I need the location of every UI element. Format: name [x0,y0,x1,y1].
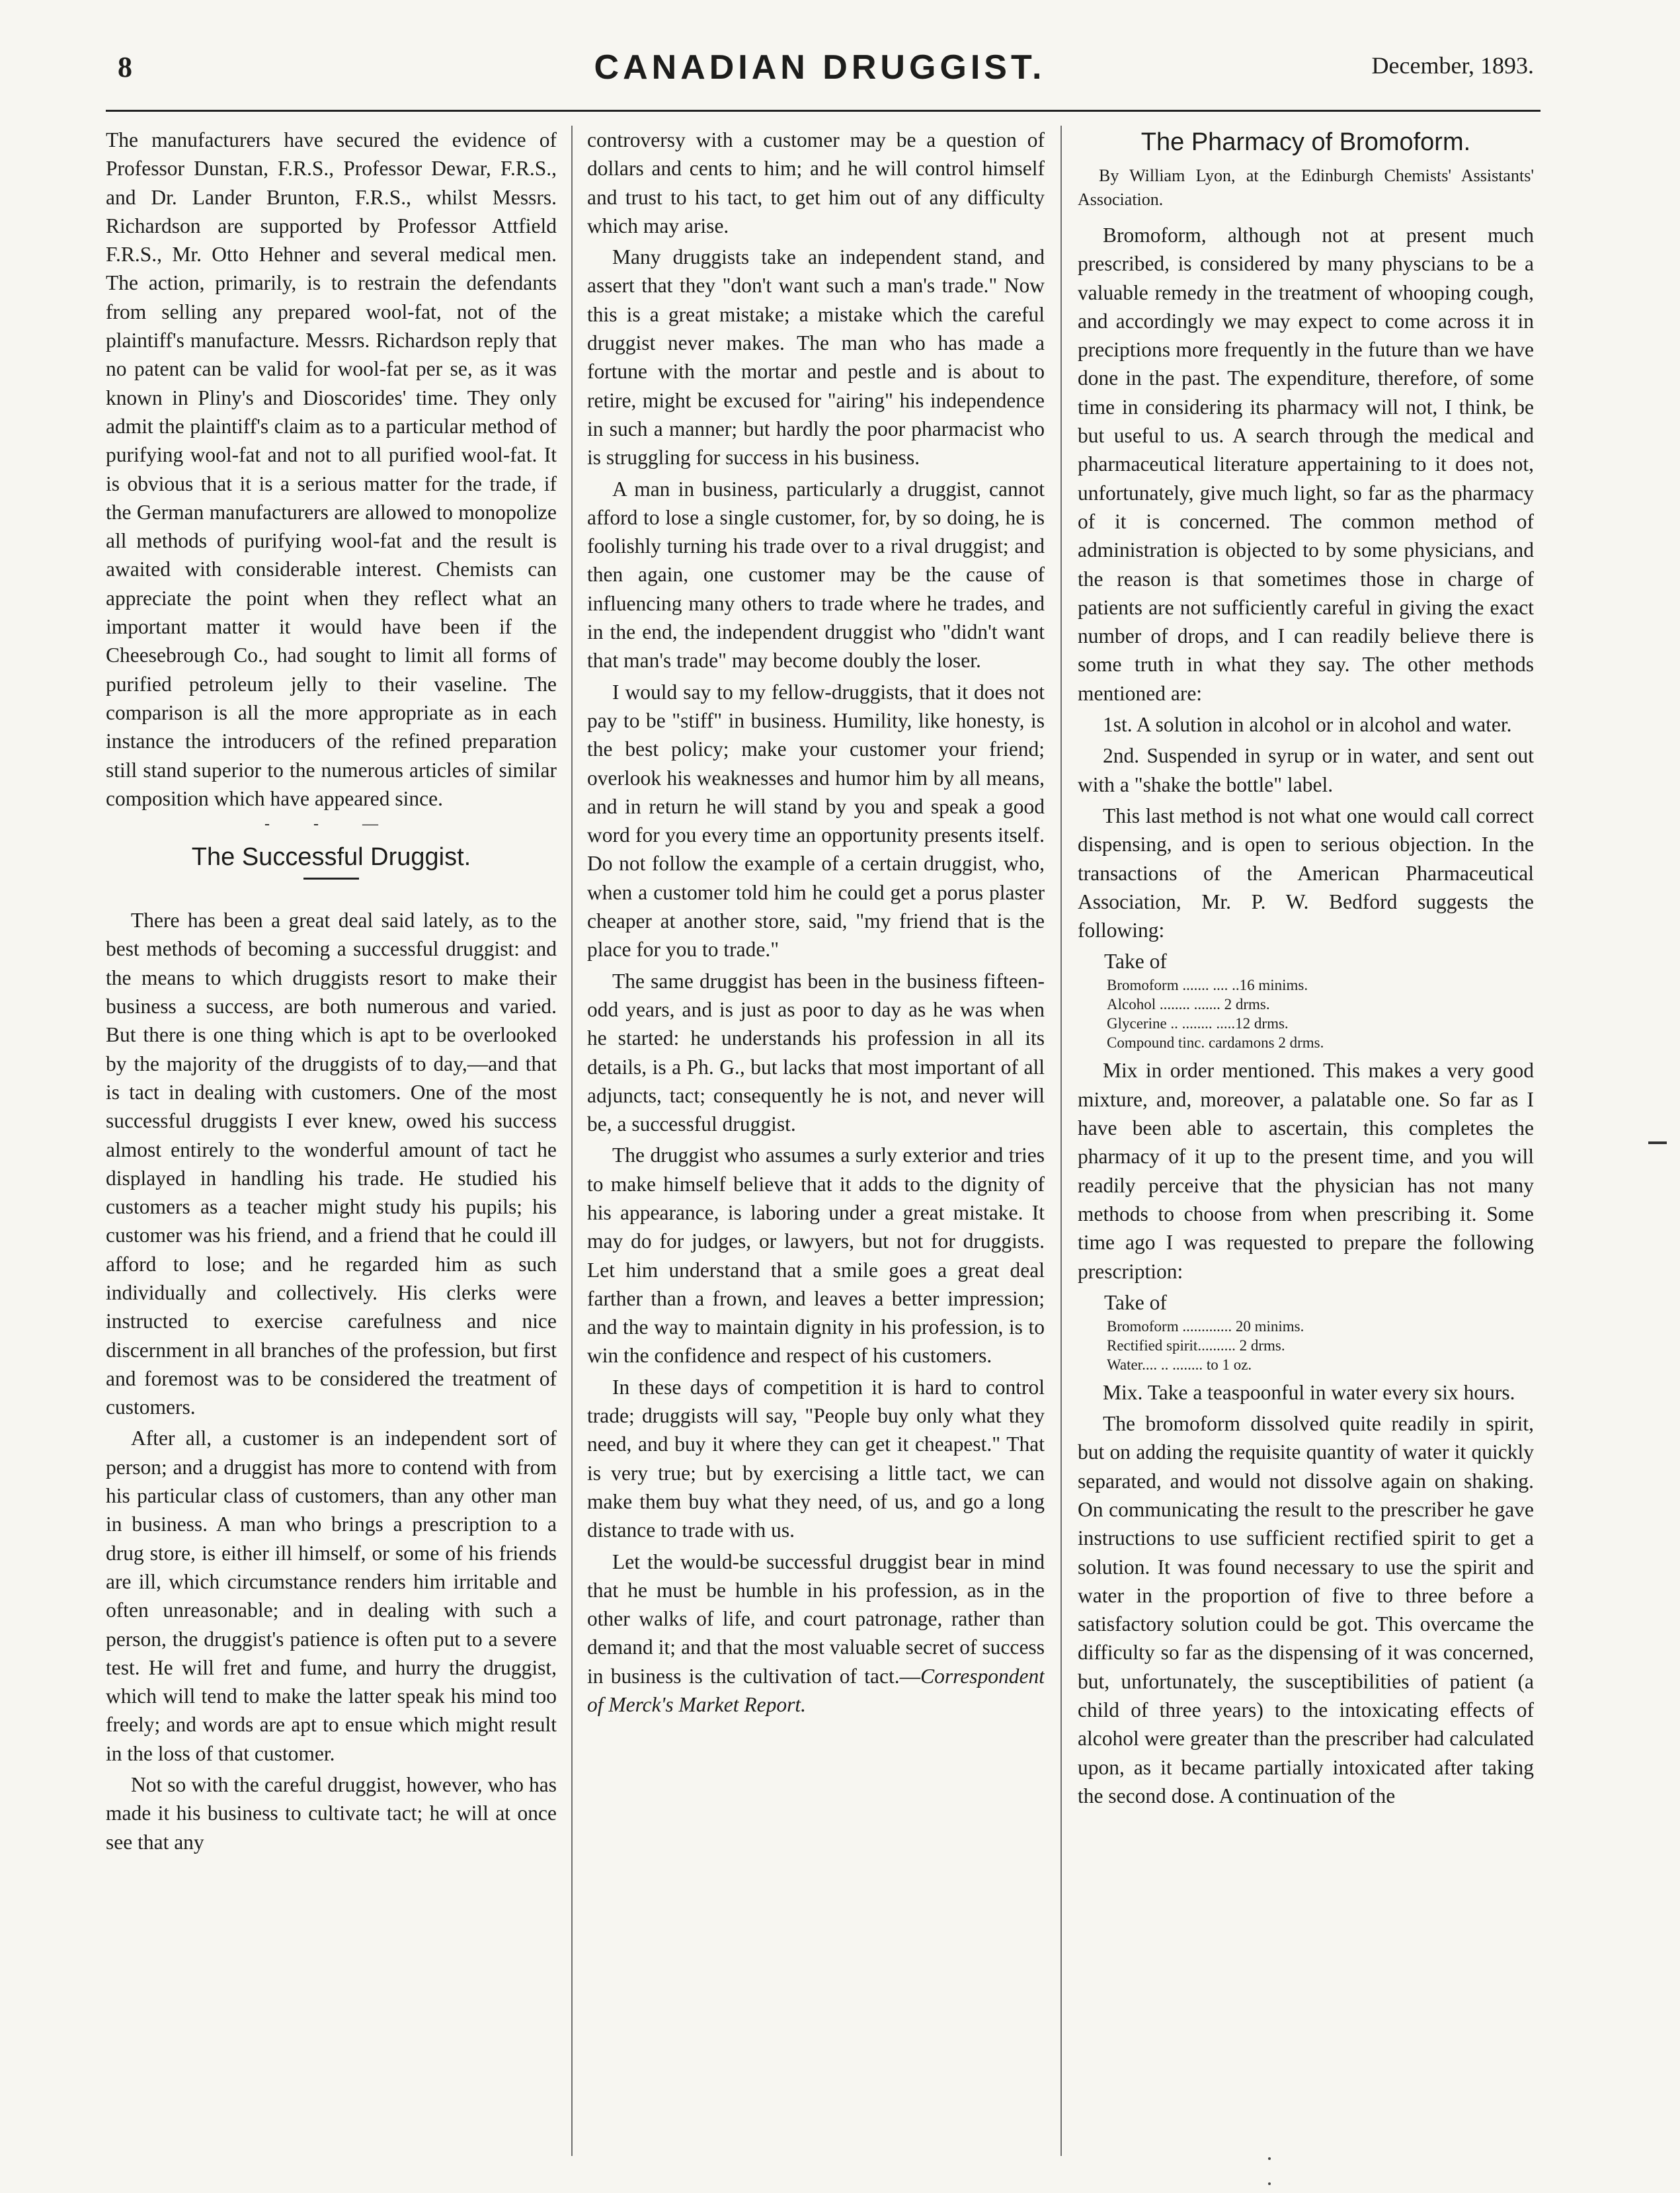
column-3 [1078,126,1534,2156]
article-paragraph: This last method is not what one would call correct dispensing, and is open to serious objection. In the transactions of the American Pharmaceutical Association, Mr. P. W. Bedford suggests the following: [1078,804,1534,942]
recipe-row: Bromoform ....... .... ..16 minims. [1107,977,1308,994]
article-paragraph: I would say to my fellow-druggists, that it does not pay to be "stiff" in business. Humility, like honesty, is the best policy; make your customer your friend; overlook his weaknesses and humor him by all means, and in return he will stand by you and speak a good word for you every time an opportunity presents itself. Do not follow the example of a certain druggist, who, when a customer told him he could get a porus plaster cheaper at another store, said, "my friend that is the place for you to trade." [587,680,1045,962]
article-paragraph: 1st. A solution in alcohol or in alcohol and water. [1103,713,1512,737]
column-1 [106,126,557,2156]
issue-date: December, 1893. [1371,52,1534,79]
article-paragraph: 2nd. Suspended in syrup or in water, and sent out with a "shake the bottle" label. [1078,744,1534,796]
recipe-row: Rectified spirit.......... 2 drms. [1107,1337,1285,1354]
column-divider [1060,126,1062,2156]
article-paragraph: controversy with a customer may be a question of dollars and cents to him; and he will control himself and trust to his tact, to get him out of any difficulty which may arise. [587,128,1045,237]
recipe-heading: Take of [1104,950,1167,973]
article-paragraph: A man in business, particularly a druggist, cannot afford to lose a single customer, for, by so doing, he is foolishly turning his trade over to a rival druggist; and then again, one customer may be the cause of influencing many others to trade where he trades, and in the end, the independent druggist who "didn't want that man's trade" may become doubly the loser. [587,477,1045,673]
article-paragraph: There has been a great deal said lately, as to the best methods of becoming a successful druggist: and the means to which druggists resort to make their business a success, are both numerous and varied. But there is one thing which is apt to be overlooked by the majority of the druggists of to day,—and that is tact in dealing with customers. One of the most successful druggists I ever knew, owed his success almost entirely to the wonderful amount of tact he displayed in handling his trade. He studied his customers as a teacher might study his pupils; his customer was his friend, and a friend that he could ill afford to lose; and he regarded him as such individually and collectively. His clerks were instructed to exercise carefulness and nice discernment in all branches of the profession, but first and foremost was to be considered the treatment of customers. [106,909,557,1419]
article-paragraph: The druggist who assumes a surly exterior and tries to make himself believe that it adds to the dignity of his appearance, is laboring under a great mistake. It may do for judges, or lawyers, but not for druggists. Let him understand that a smile goes a great deal farther than a frown, and leaves a better impression; and the way to maintain dignity in his profession, is to win the confidence and respect of his customers. [587,1143,1045,1368]
recipe-row: Bromoform ............. 20 minims. [1107,1317,1304,1335]
print-speck [1268,2182,1271,2185]
article-paragraph [587,1548,1045,1719]
column-divider [571,126,573,2156]
page-number: 8 [118,51,132,83]
recipe-table [1107,975,1534,1052]
article-paragraph: The same druggist has been in the business fifteen-odd years, and is just as poor to day as he was when he started: he understands his profession in all its details, is a Ph. G., but lacks that most important of all adjuncts, tact; consequently he is not, and never will be, a successful druggist. [587,969,1045,1136]
article-paragraph: After all, a customer is an independent sort of person; and a druggist has more to contend with from his particular class of customers, than any other man in business. A man who brings a prescription to a drug store, is either ill himself, or some of his friends are ill, which circumstance renders him irritable and often unreasonable; and in dealing with such a person, the druggist's patience is often put to a severe test. He will fret and fume, and hurry the druggist, which will tend to make the latter speak his mind too freely; and words are apt to ensue which might result in the loss of that customer. [106,1427,557,1765]
article-separator: - - — [264,815,398,833]
article-paragraph: The bromoform dissolved quite readily in spirit, but on adding the requisite quantity of water it quickly separated, and would not dissolve again on shaking. On communicating the result to the prescriber he gave instructions to use sufficient rectified spirit to get a solution. It was found necessary to use the spirit and water in the proportion of five to three before a satisfactory solution could be got. This overcame the difficulty so far as the dispensing of it was concerned, but, unfortunately, the susceptibilities of patient (a child of three years) to the intoxicating effects of alcohol were greater than the prescriber had calculated upon, as it became partially intoxicated after taking the second dose. A continuation of the [1078,1412,1534,1807]
section-title: The Successful Druggist. [191,843,471,872]
print-speck [1268,2157,1271,2160]
article-paragraph: Bromoform, although not at present much prescribed, is considered by many physcians to be a valuable remedy in the treatment of whooping cough, and accordingly we may expect to come across it in preciptions more frequently in the future than we have done in the past. The expenditure, therefore, of some time in considering its pharmacy will not, I think, be but useful to us. A search through the medical and pharmaceutical literature appertaining to it does not, unfortunately, give much light, so far as the pharmacy of it is concerned. The common method of administration is objected to by some physicians, and the reason is that sometimes those in charge of patients are not sufficiently careful in giving the exact number of drops, and I can readily believe there is some truth in what they say. The other methods mentioned are: [1078,224,1534,705]
article-paragraph: Mix in order mentioned. This makes a very good mixture, and, moreover, a palatable one. So far as I have been able to ascertain, this completes the pharmacy of it up to the present time, and you will readily perceive that the physician has not many methods to choose from when prescribing it. Some time ago I was requested to prepare the following prescription: [1078,1059,1534,1283]
page-header [106,45,1534,85]
journal-title: CANADIAN DRUGGIST. [594,48,1046,87]
recipe-row: Alcohol ........ ....... 2 drms. [1107,996,1270,1013]
title-rule [303,878,359,880]
article-paragraph: The manufacturers have secured the evidence of Professor Dunstan, F.R.S., Professor Dewar, F.R.S., and Dr. Lander Brunton, F.R.S., whilst Messrs. Richardson are supported by Professor Attfield F.R.S., Mr. Otto Hehner and several medical men. The action, primarily, is to restrain the defendants from selling any prepared wool-fat, not of the plaintiff's manufacture. Messrs. Richardson reply that no patent can be valid for wool-fat per se, as it was known in Pliny's and Dioscorides' time. They only admit the plaintiff's claim as to a particular method of purifying wool-fat and not to all purified wool-fat. It is obvious that it is a serious matter for the trade, if the German manufacturers are allowed to monopolize all methods of purifying wool-fat and the result is awaited with considerable interest. Chemists can appreciate the point when they reflect what an important matter it would have been if the Cheesebrough Co., had sought to limit all forms of purified petroleum jelly to their vaseline. The comparison is all the more appropriate as in each instance the introducers of the refined preparation still stand superior to the numerous articles of similar composition which have appeared since. [106,128,557,810]
column-2 [587,126,1045,2156]
article-paragraph: Not so with the careful druggist, however, who has made it his business to cultivate tact; he will at once see that any [106,1773,557,1854]
source-credit: Correspondent of Merck's Market Report. [587,1664,1045,1717]
recipe-row: Water.... .. ........ to 1 oz. [1107,1356,1252,1373]
paragraph-text: Let the would-be successful druggist bear in mind that he must be humble in his profession, as in the other walks of life, and court patronage, rather than demand it; and that the most valuable secret of success in business is the cultivation of tact.— [587,1550,1045,1688]
header-rule [106,110,1540,112]
article-paragraph: In these days of competition it is hard to control trade; druggists will say, "People buy only what they need, and buy it where they can get it cheapest." That is very true; but by exercising a little tact, we can make them buy what they need, of us, and go a long distance to trade with us. [587,1375,1045,1542]
recipe-row: Glycerine .. ........ .....12 drms. [1107,1015,1289,1032]
margin-mark [1648,1141,1667,1144]
recipe-table [1107,1317,1534,1374]
byline: By William Lyon, at the Edinburgh Chemists' Assistants' Association. [1078,166,1534,209]
recipe-heading: Take of [1104,1290,1167,1314]
section-title: The Pharmacy of Bromoform. [1140,128,1471,156]
recipe-row: Compound tinc. cardamons 2 drms. [1107,1034,1324,1052]
article-paragraph: Many druggists take an independent stand, and assert that they "don't want such a man's trade." Now this is a great mistake; a mistake which the careful druggist never makes. The man who has made a fortune with the mortar and pestle and is about to retire, might be excused for "airing" his independence in such a manner; but hardly the poor pharmacist who is struggling for success in his business. [587,245,1045,470]
article-paragraph: Mix. Take a teaspoonful in water every six hours. [1103,1380,1515,1404]
